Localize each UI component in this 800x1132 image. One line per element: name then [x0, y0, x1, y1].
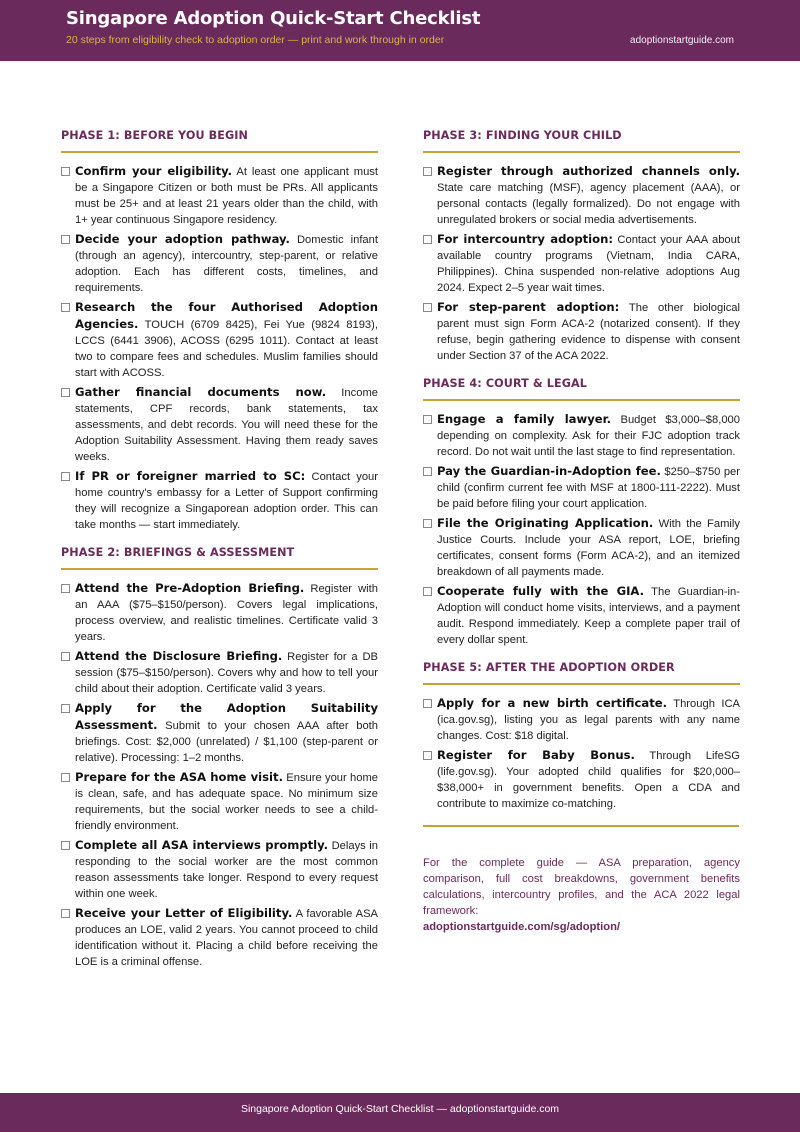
item-heading: Gather financial documents now.	[75, 385, 327, 399]
checkbox-icon[interactable]	[423, 699, 432, 708]
item-heading: Decide your adoption pathway.	[75, 232, 290, 246]
checklist-item	[423, 299, 740, 364]
item-text: Domestic infant (through an agency), intercountry, step-parent, or relative adoption. Each has different costs, timelines, and requirements.	[75, 234, 378, 294]
checkbox-icon[interactable]	[423, 587, 432, 596]
phase-2	[61, 546, 378, 970]
item-heading: Prepare for the ASA home visit.	[75, 770, 283, 784]
item-heading: Pay the Guardian-in-Adoption fee.	[437, 464, 661, 478]
phase-3	[423, 129, 740, 364]
checkbox-icon[interactable]	[61, 652, 70, 661]
phase-5	[423, 661, 740, 812]
item-heading: Complete all ASA interviews promptly.	[75, 838, 329, 852]
checkbox-icon[interactable]	[61, 472, 70, 481]
checklist-item	[61, 905, 378, 970]
item-text: Income statements, CPF records, bank statements, tax assessments, and debt records. You will need these for the Adoption Suitability Assessment. Having them ready saves weeks.	[75, 387, 378, 463]
guide-promo	[423, 855, 740, 935]
item-text: The Guardian-in-Adoption will conduct home visits, interviews, and a payment audit. Respond immediately. Keep a complete paper trail of every dollar spent.	[437, 586, 740, 646]
item-heading: Apply for a new birth certificate.	[437, 696, 668, 710]
item-heading: For intercountry adoption:	[437, 232, 614, 246]
page-footer	[0, 1093, 800, 1132]
item-text: Through LifeSG (life.gov.sg). Your adopted child qualifies for $20,000–$38,000+ in government benefits. Open a CDA and contribute to maximize co-matching.	[437, 750, 740, 810]
guide-link[interactable]: adoptionstartguide.com/sg/adoption/	[423, 921, 621, 933]
item-text: TOUCH (6709 8425), Fei Yue (9824 8193), LCCS (6441 3906), ACOSS (6295 1011). Contact at least two to compare fees and schedules. Muslim families should start with ACOSS.	[75, 319, 378, 379]
checkbox-icon[interactable]	[423, 415, 432, 424]
item-heading: Engage a family lawyer.	[437, 412, 612, 426]
footer-text: Singapore Adoption Quick-Start Checklist — adoptionstartguide.com	[240, 1103, 560, 1115]
item-heading: Cooperate fully with the GIA.	[437, 584, 645, 598]
item-text: Budget $3,000–$8,000 depending on complexity. Ask for their FJC adoption track record. Do not wait until the last stage to find representation.	[437, 414, 740, 458]
checklist-item	[61, 468, 378, 533]
checklist-item	[423, 411, 740, 460]
phase-4	[423, 377, 740, 648]
phase-1	[61, 129, 378, 533]
phase-title: PHASE 3: FINDING YOUR CHILD	[423, 129, 740, 153]
item-text: At least one applicant must be a Singapore Citizen or both must be PRs. All applicants must be 25+ and at least 21 years older than the child, with 1+ year continuous Singapore residency.	[75, 166, 378, 226]
item-heading: If PR or foreigner married to SC:	[75, 469, 306, 483]
checkbox-icon[interactable]	[61, 841, 70, 850]
item-text: The other biological parent must sign Form ACA-2 (notarized consent). If they refuse, begin gathering evidence to dispense with consent under Section 37 of the ACA 2022.	[437, 302, 740, 362]
checkbox-icon[interactable]	[61, 704, 70, 713]
checklist-item	[423, 747, 740, 812]
left-column	[61, 129, 378, 983]
checkbox-icon[interactable]	[423, 167, 432, 176]
phase-title: PHASE 5: AFTER THE ADOPTION ORDER	[423, 661, 740, 685]
item-heading: Attend the Disclosure Briefing.	[75, 649, 283, 663]
checkbox-icon[interactable]	[423, 303, 432, 312]
item-text: Register with an AAA ($75–$150/person). Covers legal implications, process overview, and realistic timelines. Certificate valid 3 years.	[75, 583, 379, 643]
checklist-item	[61, 231, 378, 296]
checklist-item	[61, 384, 378, 465]
checkbox-icon[interactable]	[423, 519, 432, 528]
checkbox-icon[interactable]	[423, 751, 432, 760]
checkbox-icon[interactable]	[61, 167, 70, 176]
checklist-item	[61, 769, 378, 834]
item-text: State care matching (MSF), agency placement (AAA), or personal contacts (legally formalized). Do not engage with unregulated brokers or social media advertisements.	[437, 182, 740, 226]
checkbox-icon[interactable]	[423, 467, 432, 476]
phase-title: PHASE 4: COURT & LEGAL	[423, 377, 740, 401]
page-header	[0, 0, 800, 61]
item-text: $250–$750 per child (confirm current fee with MSF at 1800-111-2222). Must be paid before filing your court application.	[437, 466, 741, 510]
checklist-item	[61, 837, 378, 902]
checkbox-icon[interactable]	[61, 388, 70, 397]
item-text: Submit to your chosen AAA after both briefings. Cost: $2,000 (unrelated) / $1,100 (step-parent or relative). Processing: 1–2 months.	[75, 720, 378, 764]
checklist-item	[423, 695, 740, 744]
item-text: Register for a DB session ($75–$150/person). Covers why and how to tell your child about their adoption. Certificate valid 3 years.	[75, 651, 378, 695]
item-heading: File the Originating Application.	[437, 516, 654, 530]
item-heading: Register for Baby Bonus.	[437, 748, 635, 762]
item-text: Contact your home country's embassy for a Letter of Support confirming they will recognize a Singaporean adoption order. This can take months — start immediately.	[75, 471, 378, 531]
item-heading: Research the four Authorised Adoption Agencies.	[75, 300, 378, 331]
promo-text: For the complete guide — ASA preparation, agency comparison, full cost breakdowns, government benefits calculations, intercountry profiles, and the ACA 2022 legal framework:	[423, 857, 740, 917]
checklist-item	[61, 163, 378, 228]
phase-title: PHASE 1: BEFORE YOU BEGIN	[61, 129, 378, 153]
item-heading: Confirm your eligibility.	[75, 164, 233, 178]
right-column	[423, 129, 740, 935]
checkbox-icon[interactable]	[61, 909, 70, 918]
site-url[interactable]: adoptionstartguide.com	[630, 35, 734, 46]
checklist-item	[423, 163, 740, 228]
checkbox-icon[interactable]	[61, 235, 70, 244]
checkbox-icon[interactable]	[61, 584, 70, 593]
page-title: Singapore Adoption Quick-Start Checklist	[66, 8, 481, 29]
item-text: Delays in responding to the social worker are the most common reason assessments take longer. Respond to every request within one week.	[75, 840, 378, 900]
checklist-item	[423, 515, 740, 580]
item-heading: Apply for the Adoption Suitability Assessment.	[75, 701, 378, 732]
checklist-item	[423, 583, 740, 648]
item-text: Contact your AAA about available country programs (Vietnam, India CARA, Philippines). China suspended non-relative adoptions Aug 2024. Expect 2–5 year wait times.	[437, 234, 740, 294]
checkbox-icon[interactable]	[61, 773, 70, 782]
page-subtitle: 20 steps from eligibility check to adoption order — print and work through in order	[66, 34, 445, 46]
checkbox-icon[interactable]	[423, 235, 432, 244]
item-text: A favorable ASA produces an LOE, valid 2 years. You cannot proceed to child identification without it. Placing a child before receiving the LOE is a criminal offense.	[75, 908, 378, 968]
checklist-item	[423, 231, 740, 296]
item-heading: Attend the Pre-Adoption Briefing.	[75, 581, 305, 595]
item-heading: For step-parent adoption:	[437, 300, 620, 314]
item-text: With the Family Justice Courts. Include your ASA report, LOE, briefing certificates, consent forms (Form ACA-2), and an itemized breakdown of all payments made.	[437, 518, 740, 578]
item-text: Through ICA (ica.gov.sg), listing you as legal parents with any name changes. Cost: $18 digital.	[437, 698, 740, 742]
item-text: Ensure your home is clean, safe, and has adequate space. No minimum size requirements, but the social worker needs to see a child-friendly environment.	[75, 772, 378, 832]
item-heading: Receive your Letter of Eligibility.	[75, 906, 293, 920]
item-heading: Register through authorized channels only.	[437, 164, 740, 178]
checklist-item	[61, 580, 378, 645]
section-divider	[423, 825, 739, 827]
checkbox-icon[interactable]	[61, 303, 70, 312]
checklist-item	[423, 463, 740, 512]
checklist-item	[61, 299, 378, 381]
checklist-item	[61, 648, 378, 697]
phase-title: PHASE 2: BRIEFINGS & ASSESSMENT	[61, 546, 378, 570]
checklist-item	[61, 700, 378, 766]
